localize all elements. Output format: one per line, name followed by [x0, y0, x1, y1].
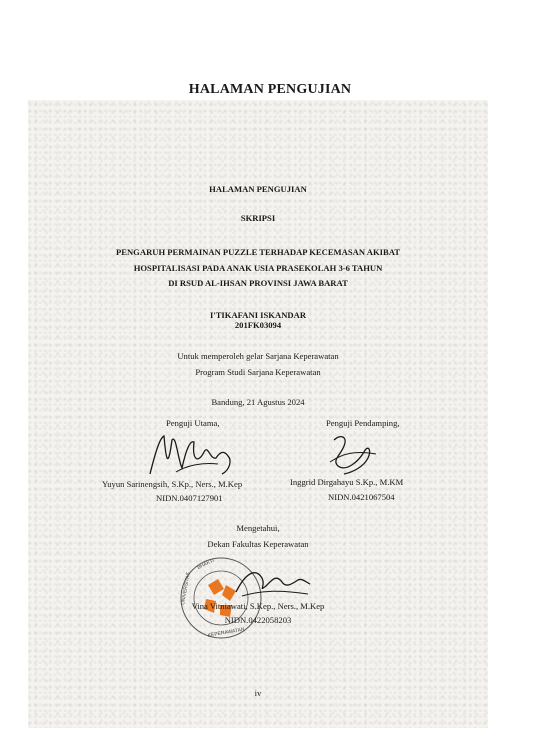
page-number: iv — [254, 688, 262, 698]
document-type: SKRIPSI — [240, 213, 276, 223]
svg-text:KEPERAWATAN: KEPERAWATAN — [207, 626, 246, 639]
dean-title: Dekan Fakultas Keperawatan — [207, 539, 309, 549]
examiner2-name: Inggrid Dirgahayu S.Kp., M.KM — [290, 477, 404, 487]
purpose-line-2: Program Studi Sarjana Keperawatan — [195, 367, 321, 377]
document-title-line-2: HOSPITALISASI PADA ANAK USIA PRASEKOLAH 3-6 TAHUN — [133, 263, 383, 273]
examiner2-nidn: NIDN.0421067504 — [328, 492, 395, 502]
author-id: 201FK03094 — [234, 320, 282, 330]
scanned-document — [28, 100, 488, 728]
examiner2-role: Penguji Pendamping, — [326, 418, 400, 428]
acknowledgement: Mengetahui, — [236, 523, 280, 533]
examiner1-name: Yuyun Sarinengsih, S.Kp., Ners., M.Kep — [102, 479, 243, 489]
svg-text:UNIVERSITAS: UNIVERSITAS — [180, 571, 192, 606]
document-title-line-3: DI RSUD AL-IHSAN PROVINSI JAWA BARAT — [168, 278, 348, 288]
document-title-line-1: PENGARUH PERMAINAN PUZZLE TERHADAP KECEMASAN AKIBAT — [115, 247, 401, 257]
document-heading: HALAMAN PENGUJIAN — [209, 184, 307, 194]
dean-name: Vina Vitniawati, S.Kep., Ners., M.Kep — [191, 601, 325, 611]
svg-text:BHAKTI: BHAKTI — [196, 557, 216, 571]
examiner2-signature — [324, 432, 384, 477]
dean-nidn: NIDN.0422058203 — [224, 615, 292, 625]
examiner1-nidn: NIDN.0407127901 — [156, 493, 223, 503]
examiner1-role: Penguji Utama, — [166, 418, 220, 428]
author-name: I'TIKAFANI ISKANDAR — [209, 310, 307, 320]
examiner1-signature — [146, 430, 241, 480]
dean-signature — [232, 562, 312, 602]
place-date: Bandung, 21 Agustus 2024 — [211, 397, 305, 407]
page-title: HALAMAN PENGUJIAN — [188, 82, 352, 97]
purpose-line-1: Untuk memperoleh gelar Sarjana Keperawatan — [177, 351, 339, 361]
